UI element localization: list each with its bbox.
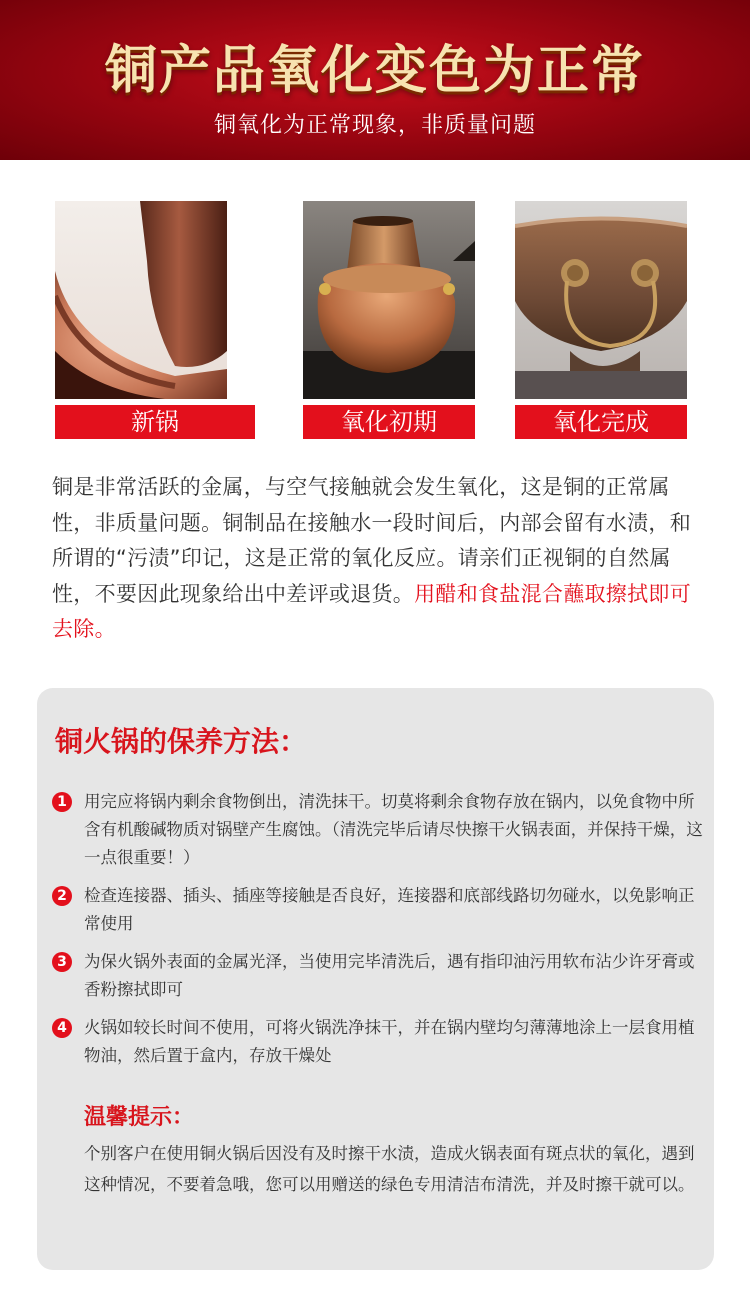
- page-title: 铜产品氧化变色为正常: [104, 40, 645, 101]
- care-item-2: 检查连接器、插头、插座等接触是否良好，连接器和底部线路切勿碰水，以免影响正常使用: [84, 886, 695, 933]
- new-pot-photo: [55, 201, 227, 399]
- care-item-1: 用完应将锅内剩余食物倒出，清洗抹干。切莫将剩余食物存放在锅内，以免食物中所含有机酸碱物质对锅壁产生腐蚀。（清洗完毕后请尽快擦干火锅表面，并保持干燥，这一点很重要！）: [84, 792, 703, 867]
- early-oxidation-caption: 氧化初期: [303, 405, 475, 439]
- tip-text: 个别客户在使用铜火锅后因没有及时擦干水渍，造成火锅表面有斑点状的氧化，遇到这种情况，不要着急哦，您可以用赠送的绿色专用清洁布清洗，并及时擦干就可以。: [84, 1144, 695, 1194]
- early-oxidation-photo: [303, 201, 475, 399]
- header-banner: [0, 0, 750, 160]
- intro-text: 铜是非常活跃的金属，与空气接触就会发生氧化，这是铜的正常属性，非质量问题。铜制品在接触水一段时间后，内部会留有水渍，和所谓的“污渍”印记，这是正常的氧化反应。请亲们正视铜的自然属性，不要因此现象给出中差评或退货。: [52, 475, 691, 606]
- care-title: 铜火锅的保养方法：: [55, 725, 308, 758]
- step-number-4: 4: [52, 1018, 72, 1038]
- intro-highlight: 用醋和食盐混合蘸取擦拭即可去除。: [52, 581, 692, 641]
- step-number-1: 1: [52, 792, 72, 812]
- page-subtitle: 铜氧化为正常现象，非质量问题: [213, 113, 536, 138]
- step-number-2: 2: [52, 886, 72, 906]
- tip-title: 温馨提示：: [84, 1104, 195, 1130]
- full-oxidation-caption: 氧化完成: [515, 405, 687, 439]
- intro-paragraph: [52, 470, 702, 648]
- care-item-4: 火锅如较长时间不使用，可将火锅洗净抹干，并在锅内壁均匀薄薄地涂上一层食用植物油，然后置于盒内，存放干燥处: [84, 1018, 695, 1065]
- new-pot-caption: 新锅: [55, 405, 255, 439]
- step-number-3: 3: [52, 952, 72, 972]
- full-oxidation-photo: [515, 201, 687, 399]
- care-item-3: 为保火锅外表面的金属光泽，当使用完毕清洗后，遇有指印油污用软布沾少许牙膏或香粉擦拭即可: [84, 952, 695, 999]
